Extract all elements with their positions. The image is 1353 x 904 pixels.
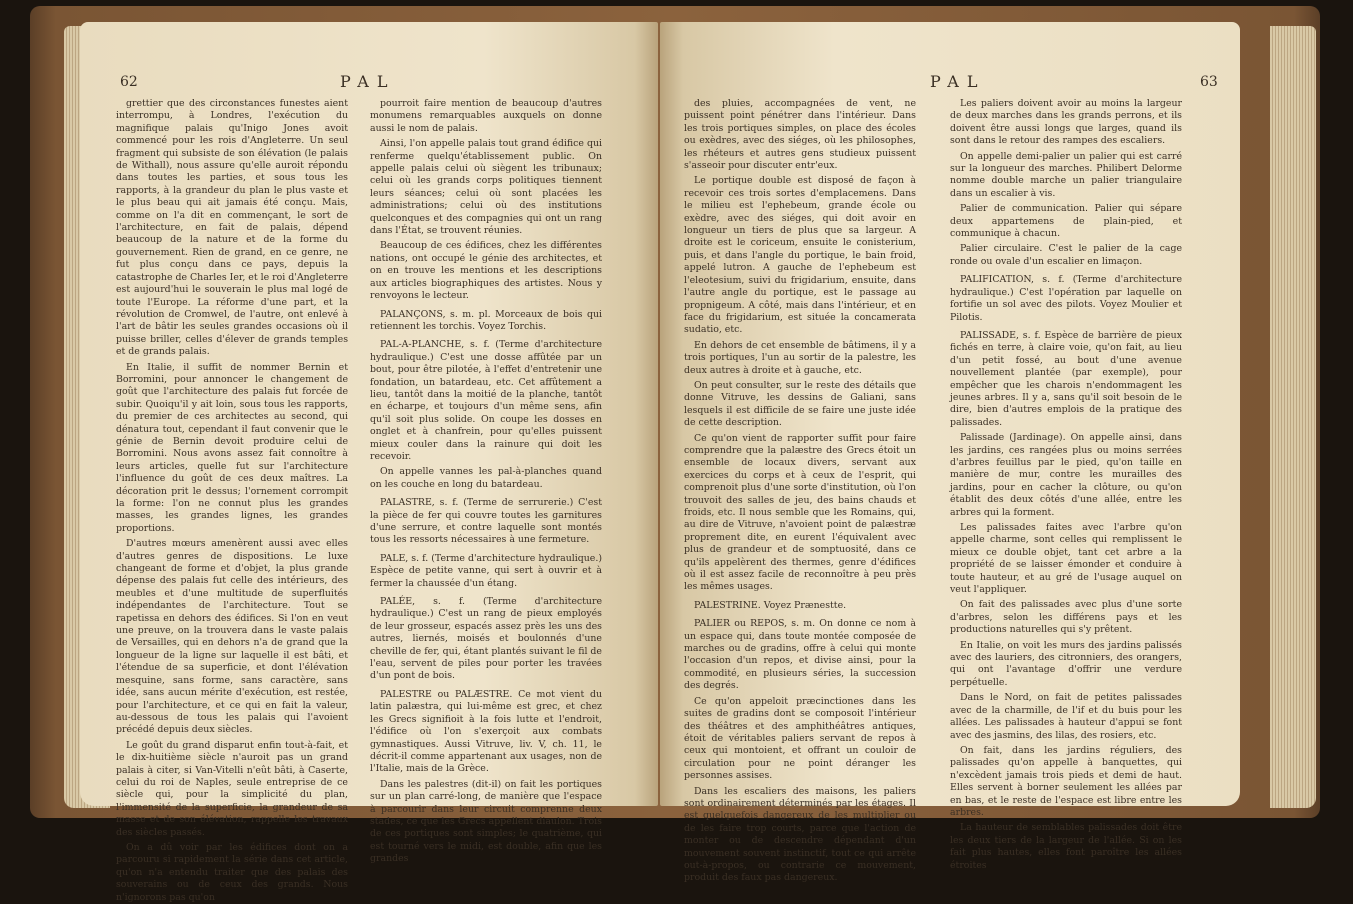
paragraph: Ce qu'on appeloit præcinctiones dans les suites de gradins dont se composoit l'intérieur des théâtres et des amphithéâtres antiques, étoit de véritables paliers servant de repos à ceux qui montoient, et offrant un couloir de circulation pour ne point déranger les personnes assises. (684, 695, 916, 782)
paragraph: On appelle demi-palier un palier qui est carré sur la longueur des marches. Philibert Delorme nomme double marche un palier triangulaire dans un escalier à vis. (950, 150, 1182, 199)
paragraph: D'autres mœurs amenèrent aussi avec elles d'autres genres de dispositions. Le luxe changeant de forme et d'objet, la plus grande dépense des palais fut celle des intérieurs, des meubles et d'une multitude de superfluités indépendantes de l'architecture. Tout se rapetissa en dehors des édifices. Si l'on en veut une preuve, on la trouvera dans le vaste palais de Versailles, qui en dehors n'a de grand que la longueur de la ligne sur laquelle il est bâti, et l'étendue de sa superficie, et dont l'élévation mesquine, sans forme, sans caractère, sans idée, sans aucun mérite d'exécution, est restée, pour l'architecture, et ce qui en fait la valeur, au-dessous de tous les palais qui l'avoient précédé depuis deux siècles. (116, 538, 348, 736)
paragraph: PALANÇONS, s. m. pl. Morceaux de bois qui retiennent les torchis. Voyez Torchis. (370, 308, 602, 332)
paragraph: On fait, dans les jardins réguliers, des palissades qu'on appelle à banquettes, qui n'excèdent jamais trois pieds et demi de haut. Elles servent à borner seulement les allées par en bas, et le reste de l'espace est libre entre les arbres. (950, 744, 1182, 818)
paragraph: En dehors de cet ensemble de bâtimens, il y a trois portiques, l'un au sortir de la palestre, les deux autres à droite et à gauche, etc. (684, 339, 916, 376)
right-page-edges (1270, 26, 1316, 808)
right-running-head: PAL (930, 72, 986, 91)
paragraph: Le portique double est disposé de façon à recevoir ces trois sortes d'emplacemens. Dans le milieu est l'ephebeum, grande école ou exèdre, avec des siéges, qui doit avoir en longueur un tiers de plus que sa largeur. A droite est le coriceum, ensuite le conisterium, puis, et dans l'angle du portique, le bain froid, appelé lutron. A gauche de l'ephebeum est l'eleotesium, suivi du frigidarium, ensuite, dans l'autre angle du portique, est le passage au propnigeum. A côté, mais dans l'intérieur, et en face du frigidarium, est située la concamerata sudatio, etc. (684, 175, 916, 336)
paragraph: PALASTRE, s. f. (Terme de serrurerie.) C'est la pièce de fer qui couvre toutes les garnitures d'une serrure, et contre laquelle sont montés tous les ressorts nécessaires à une fermeture. (370, 497, 602, 546)
paragraph: Le goût du grand disparut enfin tout-à-fait, et le dix-huitième siècle n'auroit pas un grand palais à citer, si Van-Vitelli n'eût bâti, à Caserte, celui du roi de Naples, seule entreprise de ce siècle qui, pour la simplicité du plan, l'immensité de la superficie, la grandeur de sa masse et de son élévation, rappelle les travaux des siècles passés. (116, 739, 348, 838)
left-column-1 (116, 98, 348, 903)
paragraph: En Italie, on voit les murs des jardins palissés avec des lauriers, des citronniers, des orangers, qui ont l'avantage d'offrir une verdure perpétuelle. (950, 639, 1182, 688)
paragraph: grettier que des circonstances funestes aient interrompu, à Londres, l'exécution du magnifique palais qu'Inigo Jones avoit commencé pour les rois d'Angleterre. Un seul fragment qui subsiste de son élévation (le palais de Withall), nous assure qu'elle auroit répondu dans toutes les parties, et sous tous les rapports, à la grandeur du plan le plus vaste et le plus beau qui ait jamais été conçu. Mais, comme on l'a dit en commençant, le sort de l'architecture, en fait de palais, dépend beaucoup de la nature et de la forme du gouvernement. Rien de grand, en ce genre, ne fut plus conçu dans ce pays, depuis la catastrophe de Charles Ier, et le roi d'Angleterre est aujourd'hui le souverain le plus mal logé de toute l'Europe. La réforme d'une part, et la révolution de Cromwel, de l'autre, ont enlevé à l'art de bâtir les seules grandes occasions où il puisse briller, celles d'élever de grands temples et de grands palais. (116, 98, 348, 358)
paragraph: Dans les escaliers des maisons, les paliers sont ordinairement déterminés par les étages. Il est quelquefois dangereux de les multiplier ou de les faire trop courts, parce que l'action de monter ou de descendre dépendant d'un mouvement souvent instinctif, tout ce qui arrête out-à-propos, ou contrarie ce mouvement, produit des faux pas dangereux. (684, 785, 916, 884)
right-column-1 (684, 98, 916, 884)
paragraph: Palissade (Jardinage). On appelle ainsi, dans les jardins, ces rangées plus ou moins serrées d'arbres feuillus par le pied, qu'on taille en manière de mur, contre les murailles des jardins, pour en cacher la clôture, ou qu'on établit des deux côtés d'une allée, entre les arbres qui la forment. (950, 432, 1182, 518)
paragraph: pourroit faire mention de beaucoup d'autres monumens remarquables auxquels on donne aussi le nom de palais. (370, 98, 602, 134)
paragraph: PAL-A-PLANCHE, s. f. (Terme d'architecture hydraulique.) C'est une dosse affûtée par un bout, pour être pilotée, à l'effet d'entretenir une fondation, un batardeau, etc. Cet affûtement a lieu, tantôt dans la moitié de la planche, tantôt en écharpe, et toujours d'un même sens, afin qu'il soit plus solide. On coupe les dosses en onglet et à chanfrein, pour qu'elles puissent mieux couler dans la rainure qui doit les recevoir. (370, 339, 602, 462)
paragraph: PALIFICATION, s. f. (Terme d'architecture hydraulique.) C'est l'opération par laquelle on fortifie un sol avec des pilots. Voyez Moulier et Pilotis. (950, 274, 1182, 323)
paragraph: PALIER ou REPOS, s. m. On donne ce nom à un espace qui, dans toute montée composée de marches ou de gradins, offre à celui qui monte l'occasion d'un repos, et divise ainsi, pour la commodité, en plusieurs séries, la succession des degrés. (684, 618, 916, 692)
paragraph: Dans les palestres (dit-il) on fait les portiques sur un plan carré-long, de manière que l'espace à parcourir dans leur circuit comprenne deux stades, ce que les Grecs appellent diaulon. Trois de ces portiques sont simples; le quatrième, qui est tourné vers le midi, est double, afin que les grandes (370, 778, 602, 865)
paragraph: On peut consulter, sur le reste des détails que donne Vitruve, les dessins de Galiani, sans lesquels il est difficile de se faire une juste idée de cette description. (684, 379, 916, 429)
paragraph: Beaucoup de ces édifices, chez les différentes nations, ont occupé le génie des architectes, et on en trouve les mentions et les descriptions aux articles biographiques des artistes. Nous y renvoyons le lecteur. (370, 240, 602, 302)
paragraph: Ainsi, l'on appelle palais tout grand édifice qui renferme quelqu'établissement public. On appelle palais celui où siègent les tribunaux; celui où les grands corps politiques tiennent leurs séances; celui où sont placées les administrations; celui où des institutions quelconques et des compagnies qui ont un rang dans l'État, se trouvent réunies. (370, 138, 602, 237)
paragraph: PALESTRE ou PALÆSTRE. Ce mot vient du latin palæstra, qui lui-même est grec, et chez les Grecs signifioit à la fois lutte et l'endroit, l'édifice où l'on s'exerçoit aux combats gymnastiques. Aussi Vitruve, liv. V, ch. 11, le décrit-il comme appartenant aux usages, non de l'Italie, mais de la Grèce. (370, 688, 602, 775)
paragraph: On fait des palissades avec plus d'une sorte d'arbres, selon les différens pays et les productions naturelles qui s'y prêtent. (950, 599, 1182, 636)
left-page-number: 62 (120, 74, 138, 90)
paragraph: Les palissades faites avec l'arbre qu'on appelle charme, sont celles qui remplissent le mieux ce double objet, tant cet arbre a la propriété de se laisser émonder et conduire à toute hauteur, et au gré de l'usage auquel on veut l'appliquer. (950, 522, 1182, 596)
paragraph: La hauteur de semblables palissades doit être les deux tiers de la largeur de l'allée. Si on les fait plus hautes, elles font paroître les allées étroites (950, 822, 1182, 871)
paragraph: On a dû voir par les édifices dont on a parcouru si rapidement la série dans cet article, qu'on n'a entendu traiter que des palais des souverains ou de ceux des grands. Nous n'ignorons pas qu'on (116, 841, 348, 903)
paragraph: En Italie, il suffit de nommer Bernin et Borromini, pour annoncer le changement de goût que l'architecture des palais fut forcée de subir. Quoiqu'il y ait loin, sous tous les rapports, du premier de ces architectes au second, qui dénatura tout, cependant il faut convenir que le génie de Bernin devoit produire celui de Borromini. Nous avons assez fait connoître à leurs articles, quelle fut sur l'architecture l'influence du goût de ces deux maîtres. La décoration prit le dessus; l'ornement corrompit la forme: l'on ne connut plus les grandes masses, les grandes lignes, les grandes proportions. (116, 361, 348, 534)
paragraph: PALÉE, s. f. (Terme d'architecture hydraulique.) C'est un rang de pieux employés de leur grosseur, espacés assez près les uns des autres, liernés, moisés et boulonnés d'une cheville de fer, qui, étant plantés suivant le fil de l'eau, servent de piles pour porter les travées d'un pont de bois. (370, 596, 602, 682)
right-page-number: 63 (1200, 74, 1218, 90)
left-running-head: PAL (340, 72, 396, 91)
right-page (660, 22, 1240, 884)
paragraph: On appelle vannes les pal-à-planches quand on les couche en long du batardeau. (370, 466, 602, 490)
left-column-2 (370, 98, 602, 865)
paragraph: PALISSADE, s. f. Espèce de barrière de pieux fichés en terre, à claire voie, qu'on fait, au lieu d'un petit fossé, au bout d'une avenue nouvellement plantée (par exemple), pour empêcher que les charois n'endommagent les jeunes arbres. Il y a, sans qu'il soit besoin de le dire, bien d'autres emplois de la pratique des palissades. (950, 329, 1182, 428)
paragraph: Ce qu'on vient de rapporter suffit pour faire comprendre que la palæstre des Grecs étoit un ensemble de locaux divers, servant aux exercices du corps et à ceux de l'esprit, qui comprenoit plus d'une sorte d'institution, où l'on trouvoit des salles de jeu, des bains chauds et froids, etc. Il nous semble que les Romains, qui, au dire de Vitruve, n'avoient point de palæstræ proprement dite, en eurent l'équivalent avec plus de grandeur et de somptuosité, dans ce qu'ils appelèrent des thermes, genre d'édifices où il est assez facile de reconnoître à peu près les mêmes usages. (684, 432, 916, 593)
paragraph: Palier circulaire. C'est le palier de la cage ronde ou ovale d'un escalier en limaçon. (950, 243, 1182, 267)
left-page (80, 22, 658, 903)
paragraph: Dans le Nord, on fait de petites palissades avec de la charmille, de l'if et du buis pour les allées. Les palissades à hauteur d'appui se font avec des jasmins, des lilas, des rosiers, etc. (950, 692, 1182, 741)
paragraph: Les paliers doivent avoir au moins la largeur de deux marches dans les grands perrons, et ils doivent être aussi longs que larges, quand ils sont dans le retour des rampes des escaliers. (950, 98, 1182, 147)
paragraph: PALE, s. f. (Terme d'architecture hydraulique.) Espèce de petite vanne, qui sert à ouvrir et à fermer la chaussée d'un étang. (370, 552, 602, 589)
paragraph: des pluies, accompagnées de vent, ne puissent point pénétrer dans l'intérieur. Dans les trois portiques simples, on place des écoles ou exèdres, avec des siéges, où les philosophes, les rhéteurs et autres gens studieux puissent s'asseoir pour discuter entr'eux. (684, 98, 916, 172)
paragraph: PALESTRINE. Voyez Prænestte. (694, 599, 847, 611)
paragraph: Palier de communication. Palier qui sépare deux appartemens de plain-pied, et communique à chacun. (950, 203, 1182, 240)
right-column-2 (950, 98, 1182, 871)
